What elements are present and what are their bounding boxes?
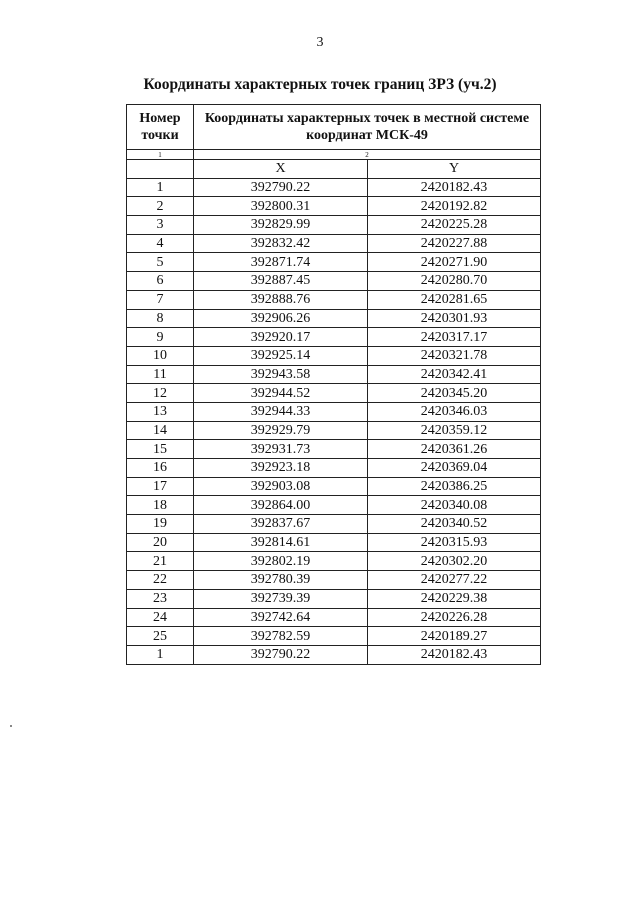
table-row bbox=[127, 309, 541, 328]
y-coordinate-cell: 2420359.12 bbox=[368, 421, 541, 440]
table-row bbox=[127, 645, 541, 664]
page-number: 3 bbox=[316, 35, 324, 50]
coordinates-header: Координаты характерных точек в местной системе координат МСК-49 bbox=[194, 105, 541, 150]
y-coordinate-cell: 2420271.90 bbox=[368, 253, 541, 272]
y-coordinate-cell: 2420192.82 bbox=[368, 197, 541, 216]
y-coordinate-cell: 2420340.08 bbox=[368, 496, 541, 515]
x-coordinate-cell: 392802.19 bbox=[194, 552, 368, 571]
column-number-2: 2 bbox=[194, 150, 541, 160]
x-coordinate-cell: 392931.73 bbox=[194, 440, 368, 459]
x-coordinate-cell: 392829.99 bbox=[194, 216, 368, 235]
table-row bbox=[127, 234, 541, 253]
x-coordinate-cell: 392906.26 bbox=[194, 309, 368, 328]
table-row bbox=[127, 571, 541, 590]
document-title: Координаты характерных точек границ ЗРЗ (уч.2) bbox=[143, 76, 497, 93]
x-coordinate-cell: 392742.64 bbox=[194, 608, 368, 627]
x-coordinate-cell: 392923.18 bbox=[194, 459, 368, 478]
x-coordinate-cell: 392864.00 bbox=[194, 496, 368, 515]
point-number-cell: 2 bbox=[127, 197, 194, 216]
point-number-cell: 6 bbox=[127, 272, 194, 291]
table-row bbox=[127, 197, 541, 216]
header-row bbox=[127, 105, 541, 150]
point-number-cell: 1 bbox=[127, 178, 194, 197]
axis-label-row bbox=[127, 160, 541, 179]
y-coordinate-cell: 2420182.43 bbox=[368, 645, 541, 664]
point-number-cell: 10 bbox=[127, 346, 194, 365]
table-row bbox=[127, 440, 541, 459]
table-row bbox=[127, 365, 541, 384]
point-number-cell: 24 bbox=[127, 608, 194, 627]
point-number-cell: 15 bbox=[127, 440, 194, 459]
point-number-cell: 3 bbox=[127, 216, 194, 235]
axis-label-empty bbox=[127, 160, 194, 179]
x-coordinate-cell: 392790.22 bbox=[194, 178, 368, 197]
y-coordinate-cell: 2420182.43 bbox=[368, 178, 541, 197]
coordinates-table bbox=[126, 104, 541, 665]
table-row bbox=[127, 552, 541, 571]
point-number-cell: 18 bbox=[127, 496, 194, 515]
x-coordinate-cell: 392780.39 bbox=[194, 571, 368, 590]
y-coordinate-cell: 2420321.78 bbox=[368, 346, 541, 365]
table-row bbox=[127, 290, 541, 309]
point-number-cell: 7 bbox=[127, 290, 194, 309]
table-row bbox=[127, 384, 541, 403]
x-coordinate-cell: 392944.33 bbox=[194, 402, 368, 421]
x-coordinate-cell: 392920.17 bbox=[194, 328, 368, 347]
x-coordinate-cell: 392814.61 bbox=[194, 533, 368, 552]
point-number-cell: 9 bbox=[127, 328, 194, 347]
y-coordinate-cell: 2420227.88 bbox=[368, 234, 541, 253]
y-coordinate-cell: 2420225.28 bbox=[368, 216, 541, 235]
y-coordinate-cell: 2420189.27 bbox=[368, 627, 541, 646]
table-row bbox=[127, 346, 541, 365]
table-row bbox=[127, 216, 541, 235]
table-row bbox=[127, 496, 541, 515]
y-coordinate-cell: 2420386.25 bbox=[368, 477, 541, 496]
point-number-cell: 22 bbox=[127, 571, 194, 590]
y-coordinate-cell: 2420342.41 bbox=[368, 365, 541, 384]
point-number-cell: 16 bbox=[127, 459, 194, 478]
point-number-cell: 23 bbox=[127, 589, 194, 608]
y-coordinate-cell: 2420361.26 bbox=[368, 440, 541, 459]
point-number-cell: 4 bbox=[127, 234, 194, 253]
y-coordinate-cell: 2420369.04 bbox=[368, 459, 541, 478]
point-number-cell: 17 bbox=[127, 477, 194, 496]
table-row bbox=[127, 477, 541, 496]
point-number-cell: 8 bbox=[127, 309, 194, 328]
table-row bbox=[127, 421, 541, 440]
x-coordinate-cell: 392929.79 bbox=[194, 421, 368, 440]
y-coordinate-cell: 2420315.93 bbox=[368, 533, 541, 552]
point-number-cell: 13 bbox=[127, 402, 194, 421]
scan-speck bbox=[10, 725, 12, 727]
y-coordinate-cell: 2420302.20 bbox=[368, 552, 541, 571]
point-number-cell: 20 bbox=[127, 533, 194, 552]
point-number-cell: 14 bbox=[127, 421, 194, 440]
x-coordinate-cell: 392871.74 bbox=[194, 253, 368, 272]
x-coordinate-cell: 392782.59 bbox=[194, 627, 368, 646]
x-coordinate-cell: 392800.31 bbox=[194, 197, 368, 216]
y-coordinate-cell: 2420346.03 bbox=[368, 402, 541, 421]
x-coordinate-cell: 392837.67 bbox=[194, 515, 368, 534]
x-coordinate-cell: 392944.52 bbox=[194, 384, 368, 403]
point-number-cell: 11 bbox=[127, 365, 194, 384]
y-coordinate-cell: 2420229.38 bbox=[368, 589, 541, 608]
x-coordinate-cell: 392790.22 bbox=[194, 645, 368, 664]
table-row bbox=[127, 272, 541, 291]
x-coordinate-cell: 392925.14 bbox=[194, 346, 368, 365]
table-row bbox=[127, 459, 541, 478]
y-coordinate-cell: 2420226.28 bbox=[368, 608, 541, 627]
y-coordinate-cell: 2420280.70 bbox=[368, 272, 541, 291]
point-number-cell: 19 bbox=[127, 515, 194, 534]
x-coordinate-cell: 392888.76 bbox=[194, 290, 368, 309]
x-coordinate-cell: 392943.58 bbox=[194, 365, 368, 384]
y-coordinate-cell: 2420301.93 bbox=[368, 309, 541, 328]
table-row bbox=[127, 533, 541, 552]
table-row bbox=[127, 178, 541, 197]
point-number-header: Номер точки bbox=[127, 105, 194, 150]
table-row bbox=[127, 627, 541, 646]
y-coordinate-cell: 2420277.22 bbox=[368, 571, 541, 590]
table-row bbox=[127, 608, 541, 627]
x-axis-label: X bbox=[194, 160, 368, 179]
x-coordinate-cell: 392832.42 bbox=[194, 234, 368, 253]
point-number-cell: 21 bbox=[127, 552, 194, 571]
table-row bbox=[127, 253, 541, 272]
table-row bbox=[127, 402, 541, 421]
point-number-cell: 12 bbox=[127, 384, 194, 403]
y-coordinate-cell: 2420345.20 bbox=[368, 384, 541, 403]
x-coordinate-cell: 392903.08 bbox=[194, 477, 368, 496]
table-row bbox=[127, 328, 541, 347]
coordinate-rows bbox=[127, 178, 541, 664]
x-coordinate-cell: 392739.39 bbox=[194, 589, 368, 608]
x-coordinate-cell: 392887.45 bbox=[194, 272, 368, 291]
table-row bbox=[127, 515, 541, 534]
point-number-cell: 5 bbox=[127, 253, 194, 272]
point-number-cell: 25 bbox=[127, 627, 194, 646]
y-axis-label: Y bbox=[368, 160, 541, 179]
y-coordinate-cell: 2420317.17 bbox=[368, 328, 541, 347]
column-number-row bbox=[127, 150, 541, 160]
point-number-cell: 1 bbox=[127, 645, 194, 664]
table-row bbox=[127, 589, 541, 608]
y-coordinate-cell: 2420340.52 bbox=[368, 515, 541, 534]
y-coordinate-cell: 2420281.65 bbox=[368, 290, 541, 309]
column-number-1: 1 bbox=[127, 150, 194, 160]
